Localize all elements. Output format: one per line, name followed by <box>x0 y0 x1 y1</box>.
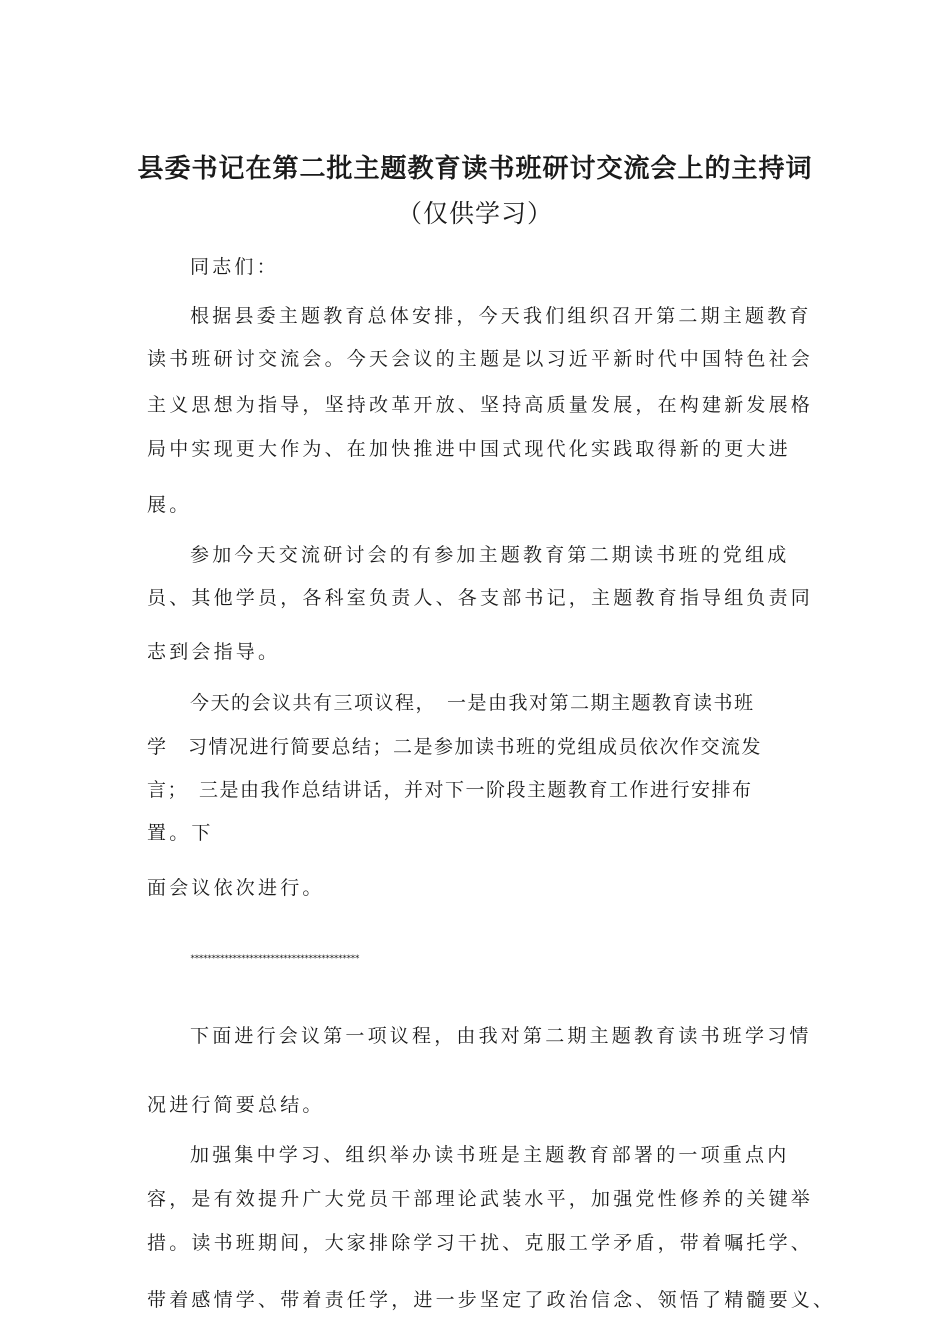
paragraph-line: 容，是有效提升广大党员干部理论武装水平，加强党性修养的关键举 <box>147 1188 814 1210</box>
paragraph-line: 况进行简要总结。 <box>147 1094 325 1116</box>
paragraph-line: 下面进行会议第一项议程，由我对第二期主题教育读书班学习情 <box>190 1025 812 1047</box>
separator-line: **************************************** <box>190 954 359 964</box>
paragraph-line: 加强集中学习、组织举办读书班是主题教育部署的一项重点内 <box>190 1144 790 1166</box>
document-title: 县委书记在第二批主题教育读书班研讨交流会上的主持词 <box>137 154 813 184</box>
paragraph-line: 措。读书班期间，大家排除学习干扰、克服工学矛盾，带着嘱托学、 <box>147 1232 814 1254</box>
paragraph-line: 学 习情况进行简要总结；二是参加读书班的党组成员依次作交流发 <box>147 736 763 758</box>
paragraph-line: 主义思想为指导，坚持改革开放、坚持高质量发展，在构建新发展格 <box>147 394 814 416</box>
paragraph-line: 根据县委主题教育总体安排，今天我们组织召开第二期主题教育 <box>190 305 812 327</box>
paragraph-line: 读书班研讨交流会。今天会议的主题是以习近平新时代中国特色社会 <box>147 348 814 370</box>
paragraph-line: 带着感情学、带着责任学，进一步坚定了政治信念、领悟了精髓要义、 <box>147 1289 836 1311</box>
paragraph-line: 面会议依次进行。 <box>147 877 325 899</box>
paragraph-line: 今天的会议共有三项议程， 一是由我对第二期主题教育读书班 <box>190 692 755 714</box>
paragraph-line: 局中实现更大作为、在加快推进中国式现代化实践取得新的更大进 <box>147 438 791 460</box>
paragraph-line: 参加今天交流研讨会的有参加主题教育第二期读书班的党组成 <box>190 544 790 566</box>
paragraph-line: 言； 三是由我作总结讲话，并对下一阶段主题教育工作进行安排布 <box>147 779 753 801</box>
paragraph-line: 展。 <box>147 494 192 516</box>
paragraph-line: 员、其他学员，各科室负责人、各支部书记，主题教育指导组负责同 <box>147 587 814 609</box>
document-subtitle: （仅供学习） <box>396 199 553 228</box>
paragraph-line: 志到会指导。 <box>147 641 281 663</box>
paragraph-line: 置。下 <box>147 822 214 844</box>
salutation: 同志们： <box>190 256 279 278</box>
